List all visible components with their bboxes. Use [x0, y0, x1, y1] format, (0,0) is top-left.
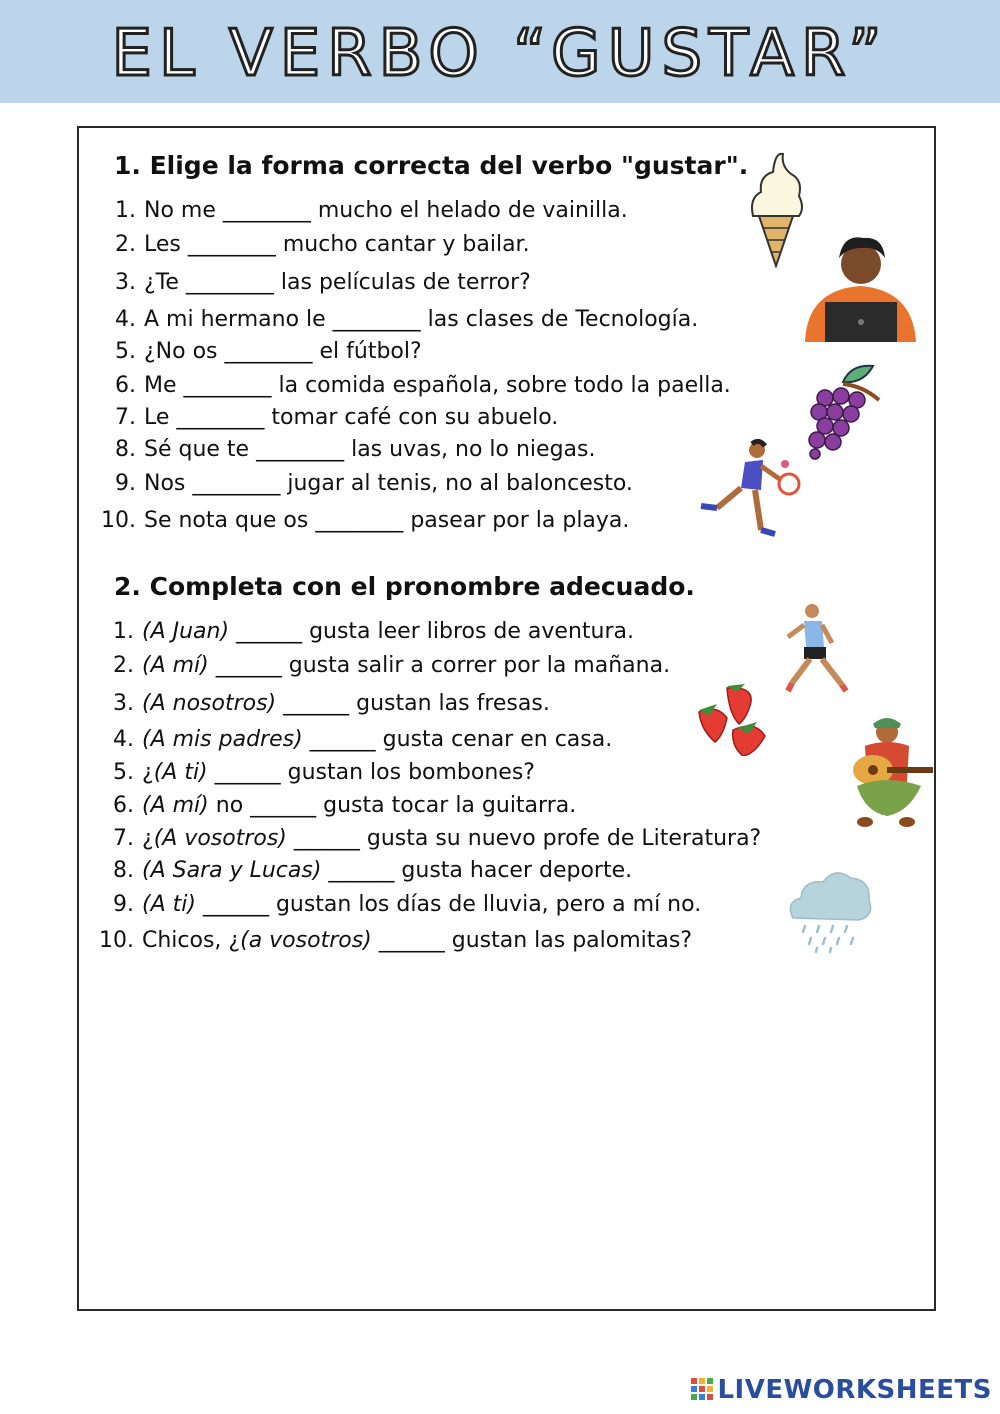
tennis-player-icon	[697, 436, 807, 540]
exercise2-item: 9. (A ti) ______ gustan los días de lluvia, pero a mí no.	[113, 892, 702, 917]
runner-icon	[782, 603, 850, 695]
section2-heading: 2. Completa con el pronombre adecuado.	[114, 572, 695, 601]
rain-cloud-icon	[783, 862, 875, 954]
exercise2-item: 8. (A Sara y Lucas) ______ gusta hacer deporte.	[113, 858, 633, 883]
exercise1-item: 10. Se nota que os ________ pasear por la playa.	[101, 508, 630, 533]
guitarist-icon	[843, 716, 935, 834]
liveworksheets-brand: LIVEWORKSHEETS	[717, 1375, 992, 1405]
grapes-icon	[803, 360, 883, 460]
exercise1-item: 3. ¿Te ________ las películas de terror?	[115, 270, 531, 295]
strawberries-icon	[697, 682, 769, 756]
liveworksheets-grid-icon	[691, 1378, 713, 1400]
exercise1-item: 1. No me ________ mucho el helado de vainilla.	[115, 198, 628, 223]
liveworksheets-logo	[691, 1375, 992, 1405]
exercise2-item: 1. (A Juan) ______ gusta leer libros de aventura.	[113, 619, 634, 644]
exercise2-item: 5. ¿(A ti) ______ gustan los bombones?	[113, 760, 535, 785]
page-title: EL VERBO “GUSTAR”	[111, 17, 889, 91]
exercise1-item: 4. A mi hermano le ________ las clases de Tecnología.	[115, 307, 699, 332]
exercise1-item: 5. ¿No os ________ el fútbol?	[115, 339, 422, 364]
exercise2-item: 10. Chicos, ¿(a vosotros) ______ gustan las palomitas?	[99, 928, 693, 953]
exercise1-item: 2. Les ________ mucho cantar y bailar.	[115, 232, 530, 257]
exercise2-item: 6. (A mí) no ______ gusta tocar la guitarra.	[113, 793, 577, 818]
exercise1-item: 8. Sé que te ________ las uvas, no lo niegas.	[115, 437, 596, 462]
exercise2-item: 2. (A mí) ______ gusta salir a correr por la mañana.	[113, 653, 671, 678]
exercise1-item: 7. Le ________ tomar café con su abuelo.	[115, 405, 559, 430]
exercise2-item: 7. ¿(A vosotros) ______ gusta su nuevo profe de Literatura?	[113, 826, 762, 851]
boy-laptop-icon	[803, 230, 918, 345]
section1-heading: 1. Elige la forma correcta del verbo "gustar".	[114, 151, 749, 180]
exercise2-item: 4. (A mis padres) ______ gusta cenar en casa.	[113, 727, 613, 752]
exercise1-item: 6. Me ________ la comida española, sobre todo la paella.	[115, 373, 731, 398]
exercise2-item: 3. (A nosotros) ______ gustan las fresas.	[113, 691, 550, 716]
ice-cream-icon	[745, 148, 807, 268]
exercise1-item: 9. Nos ________ jugar al tenis, no al baloncesto.	[115, 471, 633, 496]
